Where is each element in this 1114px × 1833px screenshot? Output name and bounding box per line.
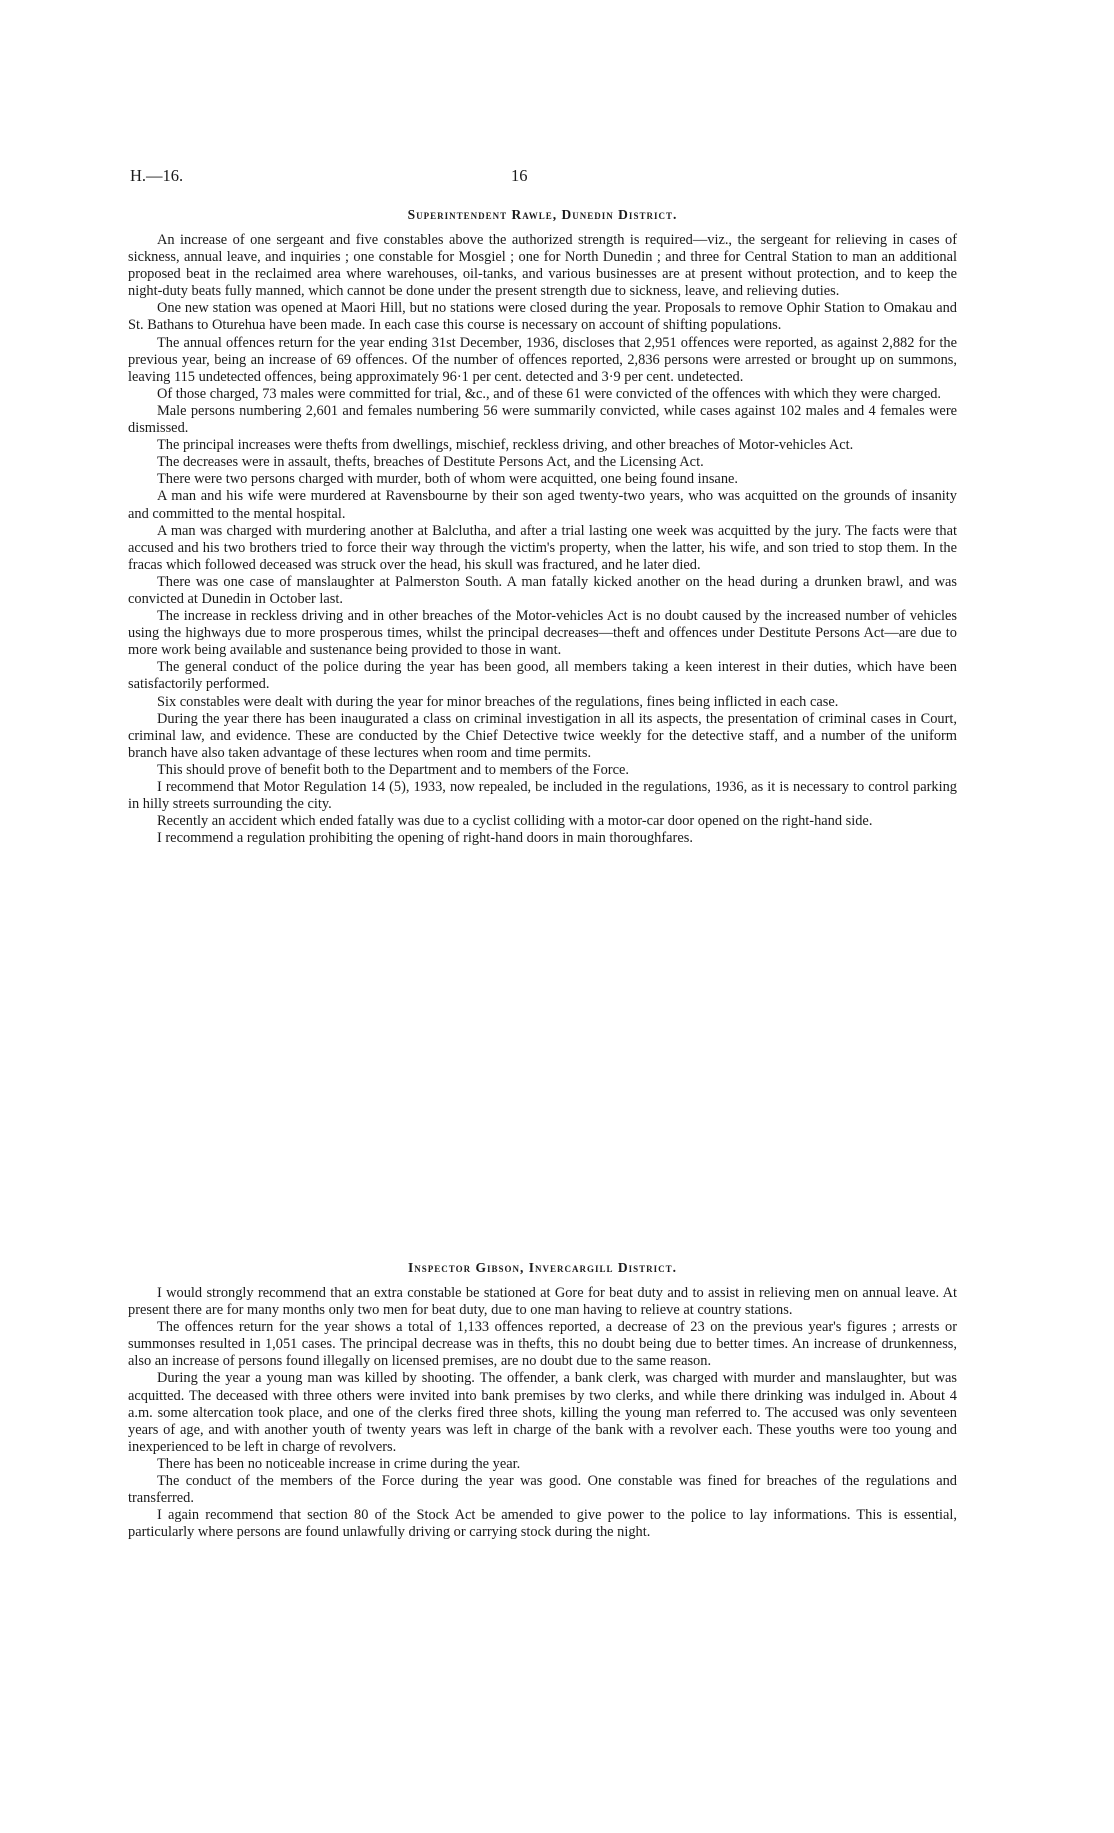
invercargill-district-section [128, 1259, 957, 1541]
paragraph: The principal increases were thefts from dwellings, mischief, reckless driving, and other breaches of Motor-vehicles Act. [157, 437, 854, 454]
paragraph: This should prove of benefit both to the Department and to members of the Force. [157, 761, 629, 778]
paragraph: Male persons numbering 2,601 and females numbering 56 were summarily convicted, while cases against 102 males and 4 females were dismissed. [128, 402, 957, 437]
paragraph: The increase in reckless driving and in other breaches of the Motor-vehicles Act is no doubt caused by the increased number of vehicles using the highways due to more prosperous times, whilst the principal decreases—theft and offences under Destitute Persons Act—are due to more work being available and sustenance being provided to those in want. [128, 608, 957, 659]
paragraph: I recommend a regulation prohibiting the opening of right-hand doors in main thoroughfares. [157, 830, 693, 847]
paragraph: There was one case of manslaughter at Palmerston South. A man fatally kicked another on the head during a drunken brawl, and was convicted at Dunedin in October last. [128, 573, 957, 607]
paragraph: There were two persons charged with murder, both of whom were acquitted, one being found insane. [157, 471, 739, 488]
paragraph: I recommend that Motor Regulation 14 (5), 1933, now repealed, be included in the regulations, 1936, as it is necessary to control parking in hilly streets surrounding the city. [128, 779, 957, 813]
section-heading: Superintendent Rawle, Dunedin District. [407, 207, 678, 222]
section-heading: Inspector Gibson, Invercargill District. [407, 1260, 677, 1275]
paragraph: The general conduct of the police during the year has been good, all members taking a keen interest in their duties, which have been satisfactorily performed. [128, 659, 957, 693]
paragraph: There has been no noticeable increase in crime during the year. [157, 1455, 521, 1472]
paragraph: During the year there has been inaugurated a class on criminal investigation in all its aspects, the presentation of criminal cases in Court, criminal law, and evidence. These are conducted by the Chief Detective twice weekly for the detective staff, and a number of the uniform branch have also taken advantage of these lectures when room and time permits. [128, 710, 957, 761]
paragraph: An increase of one sergeant and five constables above the authorized strength is required—viz., the sergeant for relieving in cases of sickness, annual leave, and inquiries ; one constable for Mosgiel ; one for North Dunedin ; and three for Central Station to man an additional proposed beat in the reclaimed area where warehouses, oil-tanks, and various businesses are at present without protection, and to keep the night-duty beats fully manned, which cannot be done under the present strength due to sickness, leave, and relieving duties. [128, 232, 957, 300]
paragraph: During the year a young man was killed by shooting. The offender, a bank clerk, was charged with murder and manslaughter, but was acquitted. The deceased with three others were invited into bank premises by two clerks, and while there drinking was indulged in. About 4 a.m. some altercation took place, and one of the clerks fired three shots, killing the young man referred to. The accused was only seventeen years of age, and with another youth of twenty years was left in charge of the bank with a revolver each. These youths were too young and inexperienced to be left in charge of revolvers. [128, 1370, 957, 1455]
paragraph: I again recommend that section 80 of the Stock Act be amended to give power to the police to lay informations. This is essential, particularly where persons are found unlawfully driving or carrying stock during the night. [128, 1507, 957, 1541]
parliamentary-paper-reference: H.—16. [130, 166, 184, 185]
paragraph: Six constables were dealt with during the year for minor breaches of the regulations, fines being inflicted in each case. [157, 693, 839, 710]
paragraph: Recently an accident which ended fatally was due to a cyclist colliding with a motor-car door opened on the right-hand side. [157, 813, 873, 830]
paragraph: The decreases were in assault, thefts, breaches of Destitute Persons Act, and the Licensing Act. [157, 454, 704, 471]
paragraph: Of those charged, 73 males were committed for trial, &c., and of these 61 were convicted of the offences with which they were charged. [157, 385, 942, 402]
paragraph: A man and his wife were murdered at Ravensbourne by their son aged twenty-two years, who was acquitted on the grounds of insanity and committed to the mental hospital. [128, 488, 957, 522]
paragraph: A man was charged with murdering another at Balclutha, and after a trial lasting one week was acquitted by the jury. The facts were that accused and his two brothers tried to force their way through the victim's property, when the latter, his wife, and son tried to stop them. In the fracas which followed deceased was struck over the head, his skull was fractured, and he later died. [128, 522, 957, 573]
paragraph: The conduct of the members of the Force during the year was good. One constable was fined for breaches of the regulations and transferred. [128, 1473, 957, 1507]
paragraph: The offences return for the year shows a total of 1,133 offences reported, a decrease of 23 on the previous year's figures ; arrests or summonses resulted in 1,051 cases. The principal decrease was in thefts, this no doubt being due to better times. An increase of drunkenness, also an increase of persons found illegally on licensed premises, are no doubt due to the same reason. [128, 1319, 957, 1370]
paragraph: I would strongly recommend that an extra constable be stationed at Gore for beat duty and to assist in relieving men on annual leave. At present there are for many months only two men for beat duty, due to one man having to relieve at country stations. [128, 1285, 957, 1319]
paragraph: The annual offences return for the year ending 31st December, 1936, discloses that 2,951 offences were reported, as against 2,882 for the previous year, being an increase of 69 offences. Of the number of offences reported, 2,836 persons were arrested or brought up on summons, leaving 115 undetected offences, being approximately 96·1 per cent. detected and 3·9 per cent. undetected. [128, 334, 957, 385]
paragraph: One new station was opened at Maori Hill, but no stations were closed during the year. Proposals to remove Ophir Station to Omakau and St. Bathans to Oturehua have been made. In each case this course is necessary on account of shifting populations. [128, 300, 957, 334]
dunedin-district-section [128, 206, 957, 847]
page-number: 16 [511, 166, 528, 185]
